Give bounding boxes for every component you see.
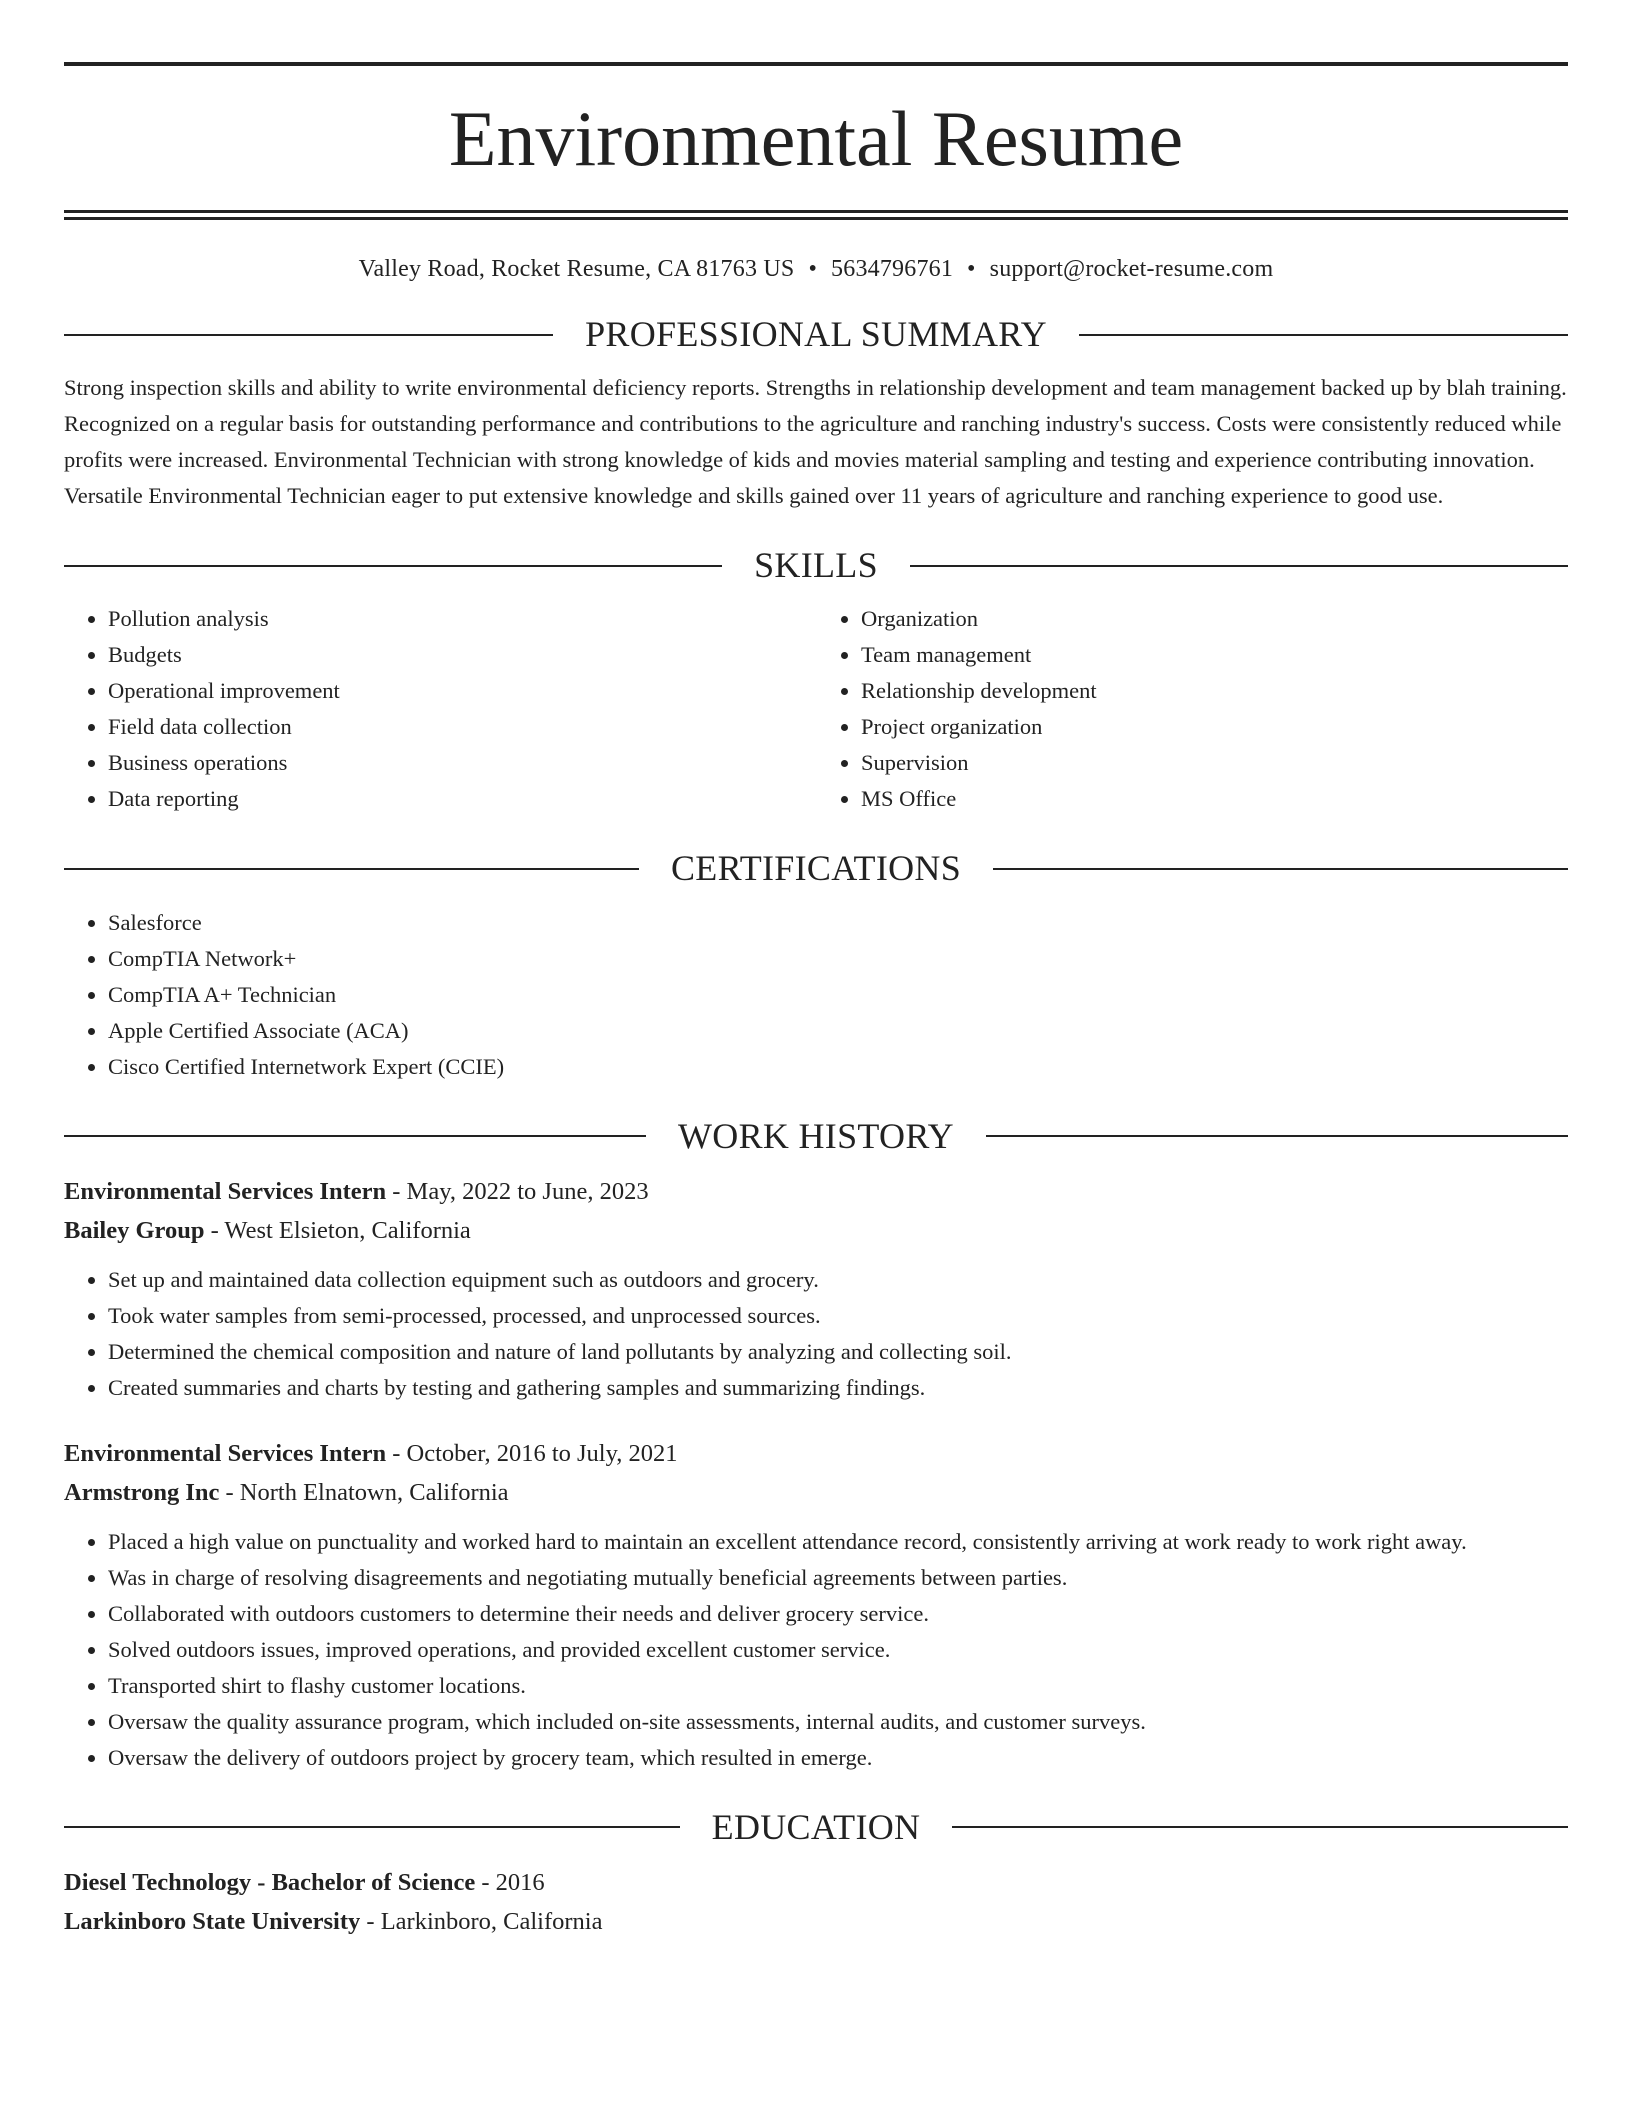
summary-text: Strong inspection skills and ability to write environmental deficiency reports. Strengths in relationship development and team management backed up by blah training. Recognized on a regular basis for outstanding performance and contributions to the agriculture and ranching industry's success. Costs were consistently reduced while profits were increased. Environmental Technician with strong knowledge of kids and movies material sampling and testing and experience contributing innovation. Versatile Environmental Technician eager to put extensive knowledge and skills gained over 11 years of agriculture and ranching experience to good use. — [64, 375, 1567, 509]
job-duty: • Was in charge of resolving disagreements and negotiating mutually beneficial agreements between parties. — [108, 1560, 1568, 1596]
heading-rule — [64, 565, 722, 567]
job-dates: - October, 2016 to July, 2021 — [386, 1439, 678, 1467]
job-company: Bailey Group — [64, 1216, 205, 1244]
section-title: CERTIFICATIONS — [670, 848, 962, 889]
job-duty: • Created summaries and charts by testing and gathering samples and summarizing findings. — [108, 1370, 1568, 1406]
school-location: - Larkinboro, California — [360, 1907, 603, 1935]
job-title: Environmental Services Intern — [64, 1177, 387, 1205]
skill-item: • Supervision — [861, 745, 1568, 781]
school-line — [64, 1902, 1568, 1941]
skills-list-right — [815, 601, 1568, 817]
job-duty: • Oversaw the delivery of outdoors project by grocery team, which resulted in emerge. — [108, 1740, 1568, 1776]
heading-rule — [64, 1826, 680, 1828]
job-title-line — [64, 1172, 1568, 1211]
contact-separator: • — [967, 256, 976, 282]
heading-rule — [986, 1135, 1568, 1137]
job-company: Armstrong Inc — [64, 1478, 220, 1506]
heading-rule — [952, 1826, 1568, 1828]
heading-rule — [993, 868, 1568, 870]
job-duty: • Collaborated with outdoors customers to determine their needs and deliver grocery service. — [108, 1596, 1568, 1632]
certifications-list — [64, 905, 1568, 1085]
top-rule — [64, 62, 1568, 66]
heading-rule — [64, 1135, 646, 1137]
graduation-year: - 2016 — [475, 1868, 545, 1896]
job-entry — [64, 1434, 1568, 1776]
education-entry — [64, 1863, 1568, 1941]
skill-item: • Data reporting — [108, 781, 815, 817]
section-heading-certifications — [64, 847, 1568, 890]
skill-item: • Relationship development — [861, 673, 1568, 709]
title-double-rule — [64, 210, 1568, 220]
section-heading-skills — [64, 544, 1568, 587]
contact-line — [64, 256, 1568, 283]
certification-item: • CompTIA A+ Technician — [108, 977, 1568, 1013]
skill-item: • MS Office — [861, 781, 1568, 817]
job-duty: • Transported shirt to flashy customer locations. — [108, 1668, 1568, 1704]
job-duty: • Placed a high value on punctuality and worked hard to maintain an excellent attendance record, consistently arriving at work ready to work right away. — [108, 1524, 1568, 1560]
job-duty: • Took water samples from semi-processed, processed, and unprocessed sources. — [108, 1298, 1568, 1334]
section-title: WORK HISTORY — [678, 1115, 954, 1156]
contact-address: Valley Road, Rocket Resume, CA 81763 US — [358, 256, 795, 282]
skill-item: • Business operations — [108, 745, 815, 781]
section-title: EDUCATION — [711, 1806, 921, 1847]
contact-separator: • — [808, 256, 818, 282]
skill-item: • Operational improvement — [108, 673, 815, 709]
heading-rule — [64, 868, 639, 870]
school-name: Larkinboro State University — [64, 1907, 361, 1935]
certification-item: • Salesforce — [108, 905, 1568, 941]
heading-rule — [1079, 334, 1568, 336]
section-title: PROFESSIONAL SUMMARY — [585, 314, 1047, 354]
job-duty: • Solved outdoors issues, improved operations, and provided excellent customer service. — [108, 1632, 1568, 1668]
job-duty: • Determined the chemical composition and nature of land pollutants by analyzing and collecting soil. — [108, 1334, 1568, 1370]
certification-item: • Apple Certified Associate (ACA) — [108, 1013, 1568, 1049]
job-duty: • Oversaw the quality assurance program, which included on-site assessments, internal audits, and customer surveys. — [108, 1704, 1568, 1740]
job-duties-list — [64, 1524, 1568, 1776]
job-entry — [64, 1172, 1568, 1406]
heading-rule — [910, 565, 1568, 567]
contact-phone: 5634796761 — [831, 256, 954, 282]
resume-title: Environmental Resume — [448, 95, 1184, 182]
job-company-line — [64, 1473, 1568, 1512]
skills-columns — [64, 601, 1568, 817]
job-duty: • Set up and maintained data collection equipment such as outdoors and grocery. — [108, 1262, 1568, 1298]
certification-item: • CompTIA Network+ — [108, 941, 1568, 977]
skill-item: • Project organization — [861, 709, 1568, 745]
section-heading-summary — [64, 313, 1568, 356]
section-heading-work-history — [64, 1115, 1568, 1158]
job-location: - West Elsieton, California — [204, 1216, 471, 1244]
section-heading-education — [64, 1806, 1568, 1849]
job-title-line — [64, 1434, 1568, 1473]
contact-email: support@rocket-resume.com — [989, 256, 1274, 282]
heading-rule — [64, 334, 553, 336]
degree: Diesel Technology - Bachelor of Science — [64, 1868, 476, 1896]
skills-list-left — [64, 601, 815, 817]
skill-item: • Budgets — [108, 637, 815, 673]
skill-item: • Organization — [861, 601, 1568, 637]
certification-item: • Cisco Certified Internetwork Expert (CCIE) — [108, 1049, 1568, 1085]
job-title: Environmental Services Intern — [64, 1439, 387, 1467]
job-location: - North Elnatown, California — [219, 1478, 509, 1506]
skill-item: • Team management — [861, 637, 1568, 673]
job-dates: - May, 2022 to June, 2023 — [386, 1177, 649, 1205]
skill-item: • Pollution analysis — [108, 601, 815, 637]
resume-page — [64, 62, 1568, 1941]
job-duties-list — [64, 1262, 1568, 1406]
skill-item: • Field data collection — [108, 709, 815, 745]
section-title: SKILLS — [754, 545, 878, 586]
degree-line — [64, 1863, 1568, 1902]
job-company-line — [64, 1211, 1568, 1250]
